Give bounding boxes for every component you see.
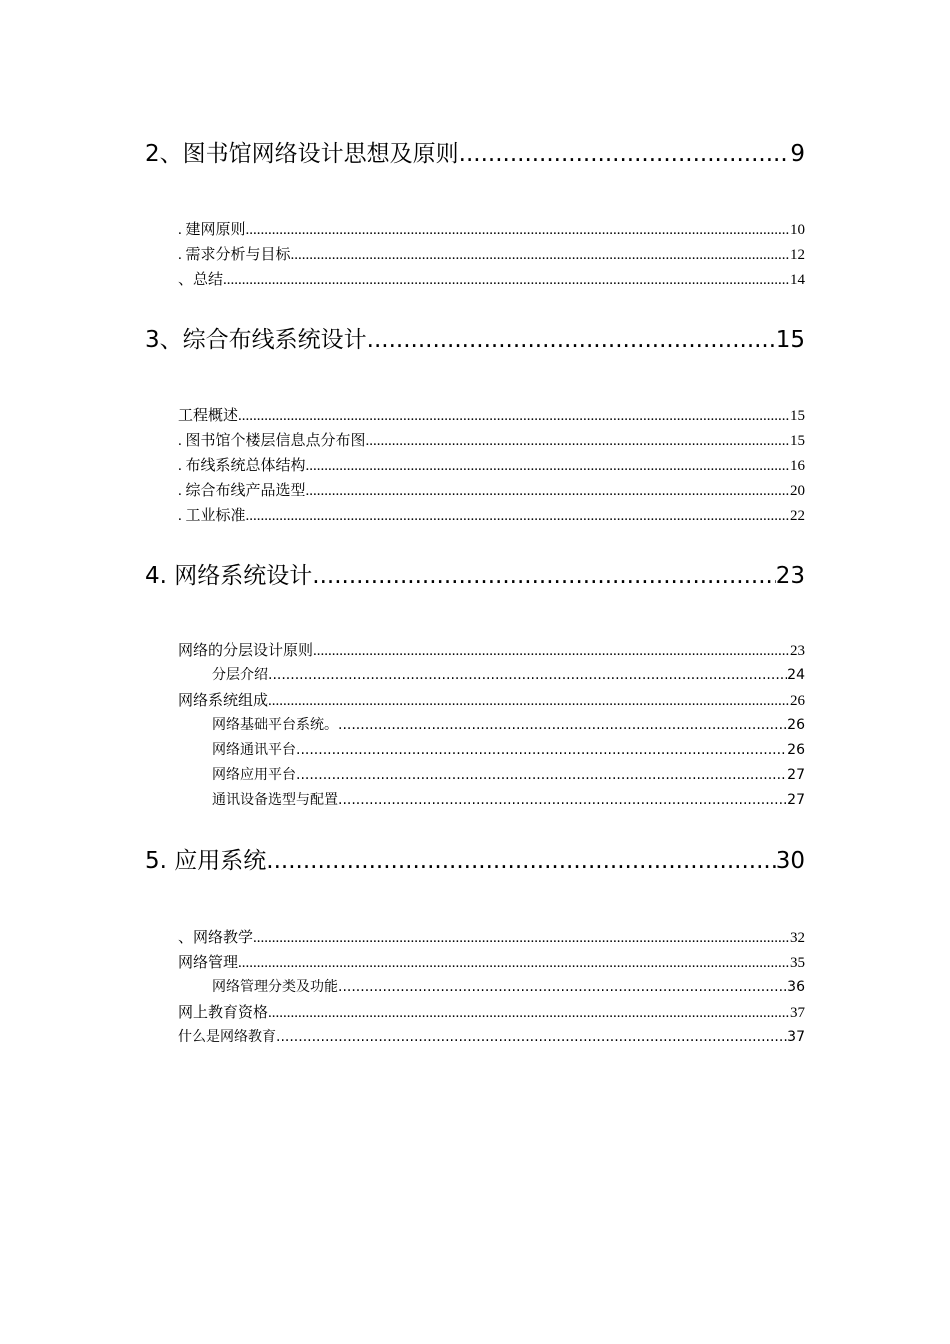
toc-item-label: 网络基础平台系统。	[212, 717, 338, 733]
toc-item-label: . 布线系统总体结构	[178, 458, 306, 474]
toc-subitem[interactable]	[212, 714, 805, 734]
toc-subitem[interactable]	[212, 789, 805, 809]
toc-item[interactable]	[178, 268, 805, 288]
toc-page-number: 30	[775, 848, 805, 872]
toc-subitem[interactable]	[212, 976, 805, 996]
toc-item[interactable]	[178, 479, 805, 499]
toc-page-number: 35	[790, 955, 805, 971]
toc-item-label: 、网络教学	[178, 930, 254, 946]
toc-page-number: 15	[775, 327, 805, 351]
toc-chapter-2[interactable]	[145, 135, 805, 165]
toc-page-number: 37	[790, 1005, 805, 1021]
toc-item[interactable]	[178, 243, 805, 263]
toc-item-label: . 综合布线产品选型	[178, 483, 306, 499]
toc-leader-dots	[246, 508, 790, 524]
toc-page-number: 24	[787, 667, 805, 683]
toc-page-number: 23	[775, 563, 805, 587]
toc-leader-dots	[238, 955, 790, 971]
toc-leader-dots	[266, 848, 775, 872]
toc-page-number: 22	[790, 508, 805, 524]
toc-chapter-title: 2、图书馆网络设计思想及原则	[145, 141, 459, 165]
toc-leader-dots	[338, 979, 787, 995]
toc-item-label: 通讯设备选型与配置	[212, 792, 338, 808]
toc-subitem[interactable]	[212, 764, 805, 784]
toc-item-label: . 建网原则	[178, 222, 246, 238]
toc-leader-dots	[459, 141, 791, 165]
toc-leader-dots	[313, 643, 790, 659]
toc-chapter-title: 5. 应用系统	[145, 848, 267, 872]
toc-page-number: 16	[790, 458, 805, 474]
toc-item[interactable]	[178, 689, 805, 709]
toc-item-label: 网络系统组成	[178, 693, 269, 709]
toc-item-label: 分层介绍	[212, 667, 268, 683]
toc-leader-dots	[306, 458, 790, 474]
toc-page-number: 36	[787, 979, 805, 995]
toc-leader-dots	[306, 483, 790, 499]
toc-item-label: . 图书馆个楼层信息点分布图	[178, 433, 366, 449]
toc-item[interactable]	[178, 504, 805, 524]
toc-item-label: 网络的分层设计原则	[178, 643, 314, 659]
toc-item-label: . 工业标准	[178, 508, 246, 524]
toc-subitem[interactable]	[212, 739, 805, 759]
toc-leader-dots	[366, 433, 790, 449]
toc-page-number: 15	[790, 408, 805, 424]
toc-page-number: 15	[790, 433, 805, 449]
toc-item-label: 网络通讯平台	[212, 742, 296, 758]
toc-leader-dots	[276, 1029, 787, 1045]
toc-page-number: 32	[790, 930, 805, 946]
toc-page-number: 20	[790, 483, 805, 499]
toc-page-number: 26	[787, 742, 805, 758]
toc-item-label: 网络管理分类及功能	[212, 979, 338, 995]
toc-item-label: . 需求分析与目标	[178, 247, 291, 263]
toc-leader-dots	[338, 792, 787, 808]
toc-page-number: 26	[787, 717, 805, 733]
toc-item[interactable]	[178, 454, 805, 474]
toc-leader-dots	[268, 693, 790, 709]
toc-item[interactable]	[178, 218, 805, 238]
toc-subitem[interactable]	[212, 664, 805, 684]
toc-item-label: 、总结	[178, 272, 224, 288]
toc-item[interactable]	[178, 429, 805, 449]
toc-chapter-title: 3、综合布线系统设计	[145, 327, 367, 351]
toc-item[interactable]	[178, 639, 805, 659]
toc-item-label: 工程概述	[178, 408, 239, 424]
toc-leader-dots	[296, 742, 787, 758]
toc-page-number: 9	[790, 141, 805, 165]
toc-leader-dots	[367, 327, 776, 351]
toc-item-label: 网络应用平台	[212, 767, 296, 783]
toc-item-label: 网上教育资格	[178, 1005, 269, 1021]
toc-leader-dots	[296, 767, 787, 783]
toc-leader-dots	[253, 930, 790, 946]
toc-page-number: 10	[790, 222, 805, 238]
toc-leader-dots	[312, 563, 775, 587]
toc-leader-dots	[246, 222, 790, 238]
toc-page-number: 37	[787, 1029, 805, 1045]
toc-leader-dots	[268, 667, 787, 683]
toc-item[interactable]	[178, 926, 805, 946]
toc-item[interactable]	[178, 1026, 805, 1046]
toc-item-label: 网络管理	[178, 955, 239, 971]
toc-chapter-4[interactable]	[145, 557, 805, 587]
toc-page-number: 27	[787, 767, 805, 783]
toc-chapter-5[interactable]	[145, 842, 805, 872]
toc-item-label: 什么是网络教育	[178, 1029, 276, 1045]
toc-chapter-title: 4. 网络系统设计	[145, 563, 313, 587]
toc-chapter-3[interactable]	[145, 321, 805, 351]
toc-item[interactable]	[178, 404, 805, 424]
toc-page-number: 12	[790, 247, 805, 263]
toc-leader-dots	[238, 408, 790, 424]
toc-leader-dots	[223, 272, 790, 288]
toc-leader-dots	[291, 247, 790, 263]
toc-page-number: 14	[790, 272, 805, 288]
toc-page-number: 27	[787, 792, 805, 808]
toc-leader-dots	[268, 1005, 790, 1021]
toc-leader-dots	[338, 717, 787, 733]
toc-page-number: 23	[790, 643, 805, 659]
toc-page-number: 26	[790, 693, 805, 709]
toc-item[interactable]	[178, 1001, 805, 1021]
toc-item[interactable]	[178, 951, 805, 971]
